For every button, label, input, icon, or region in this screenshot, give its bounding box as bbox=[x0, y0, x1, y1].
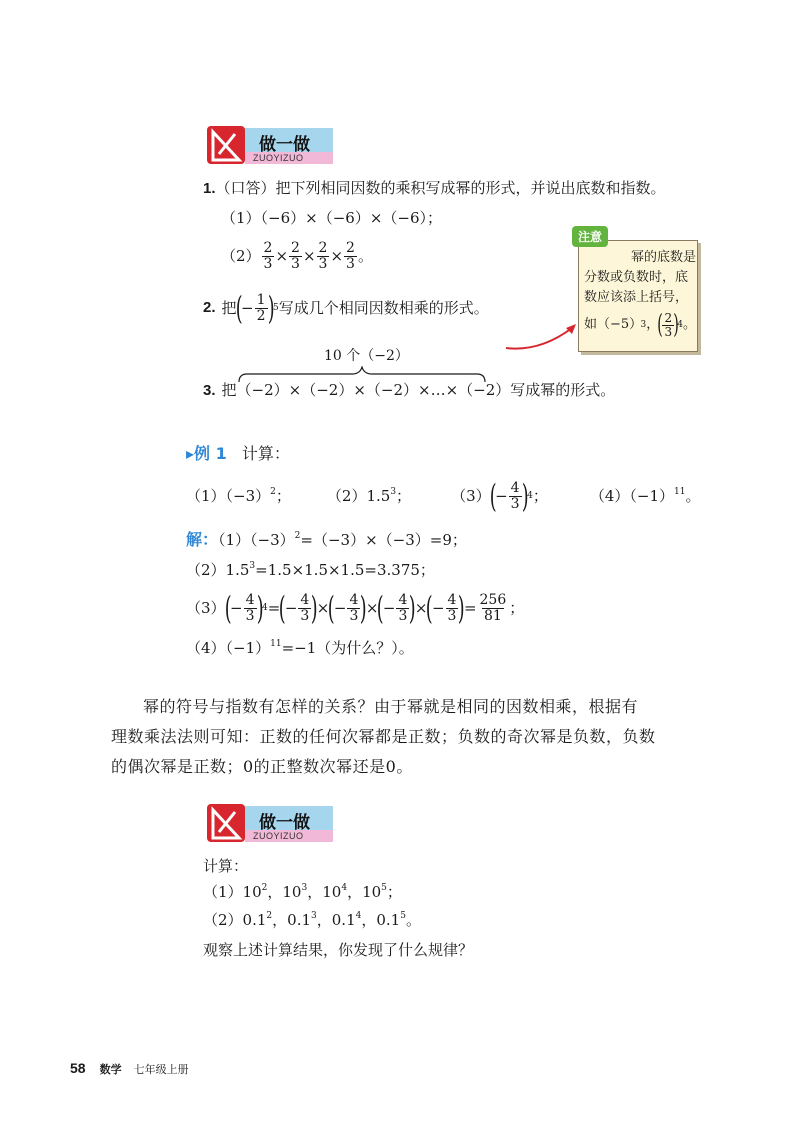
l2-prefix: （2） bbox=[203, 911, 243, 929]
sep: ， bbox=[361, 911, 377, 929]
fraction-four-thirds bbox=[509, 481, 522, 512]
left-paren: ( bbox=[426, 589, 434, 627]
frac-den: 81 bbox=[483, 607, 502, 624]
question-1-text: （口答）把下列相同因数的乘积写成幂的形式，并说出底数和指数。 bbox=[215, 179, 666, 197]
l1-exp: 2 bbox=[261, 883, 268, 893]
part-b-prefix: （2） bbox=[221, 247, 261, 265]
frac-den: 3 bbox=[398, 607, 408, 624]
left-paren: ( bbox=[657, 310, 664, 340]
question-3-prefix: 把 bbox=[221, 381, 237, 399]
frac-den: 3 bbox=[346, 255, 355, 272]
frac-num: 4 bbox=[300, 591, 310, 608]
frac-num: 2 bbox=[263, 239, 273, 256]
period: 。 bbox=[357, 247, 373, 265]
note-tag: 注意 bbox=[572, 226, 608, 247]
s1-exp: 2 bbox=[294, 531, 301, 541]
equals: = bbox=[267, 599, 281, 617]
frac-den: 3 bbox=[447, 607, 457, 624]
note-line-3: 数应该添上括号， bbox=[584, 290, 689, 305]
frac-num: 4 bbox=[510, 479, 520, 496]
question-1-part-b bbox=[221, 238, 373, 274]
example-1-problems bbox=[186, 476, 700, 516]
frac-den: 3 bbox=[664, 324, 673, 339]
right-paren: ) bbox=[673, 310, 679, 340]
note-line-2: 分数或负数时，底 bbox=[584, 270, 689, 285]
l2-exp: 3 bbox=[311, 911, 317, 921]
s3-prefix: （3） bbox=[186, 599, 226, 617]
solution-line-2 bbox=[186, 560, 435, 580]
frac-num: 2 bbox=[346, 239, 355, 256]
l1-base: 10 bbox=[242, 883, 262, 901]
times: × bbox=[316, 599, 330, 617]
left-paren: ( bbox=[279, 589, 287, 627]
frac-den: 3 bbox=[510, 495, 520, 512]
l1-exp: 3 bbox=[301, 883, 308, 893]
example-problem-1 bbox=[186, 486, 291, 506]
left-paren: ( bbox=[224, 589, 232, 627]
body-paragraph bbox=[111, 692, 711, 782]
frac-den: 3 bbox=[263, 255, 273, 272]
l1-base: 10 bbox=[362, 883, 382, 901]
s4-b: =−1（为什么？）。 bbox=[281, 639, 414, 657]
example-problem-3: （3） ( − $\frac{4}{3}$ ) 4 ； bbox=[451, 477, 548, 515]
s3-end: ； bbox=[509, 599, 525, 617]
frac-den: 3 bbox=[291, 255, 300, 272]
l2-base: 0.1 bbox=[331, 911, 356, 929]
sep: ， bbox=[307, 883, 323, 901]
equals: = bbox=[463, 599, 477, 617]
question-3-suffix: 写成幂的形式。 bbox=[510, 381, 616, 399]
footer-grade: 七年级上册 bbox=[133, 1063, 189, 1076]
section2-heading-banner bbox=[205, 800, 335, 846]
section1-heading-banner bbox=[205, 122, 335, 168]
fraction-one-half bbox=[255, 293, 268, 324]
times: × bbox=[365, 599, 379, 617]
p4-exp: 11 bbox=[673, 487, 686, 497]
l1-exp: 4 bbox=[341, 883, 348, 893]
sep: ， bbox=[267, 883, 283, 901]
paragraph-line-2: 理数乘法法则可知：正数的任何次幂都是正数；负数的奇次幂是负数，负数 bbox=[111, 727, 656, 746]
fraction-four-thirds bbox=[396, 593, 409, 624]
p3-prefix: （3） bbox=[451, 487, 491, 505]
p2-exp: 3 bbox=[390, 487, 397, 497]
fraction-result bbox=[478, 593, 509, 624]
right-paren: ) bbox=[360, 589, 368, 627]
right-paren: ) bbox=[521, 477, 529, 515]
frac-num: 1 bbox=[256, 291, 266, 308]
section1-heading-subtitle: ZUOYIZUO bbox=[253, 153, 304, 163]
fraction-four-thirds bbox=[347, 593, 360, 624]
p1-base: （1）（−3） bbox=[186, 487, 271, 505]
right-paren: ) bbox=[409, 589, 417, 627]
section2-line-3: 观察上述计算结果，你发现了什么规律？ bbox=[203, 941, 474, 959]
solution-line-3: （3） ( − $\frac{4}{3}$ ) 4 = ( − $\frac{4}{3}$ ) × ( − $\frac{4}{3}$ ) × ( − $\frac{4}{3}$ ) × ( − $\frac{4}{3}$ ) = $\frac{256}{81}$ ； bbox=[186, 589, 525, 627]
note-sep: ， bbox=[646, 317, 660, 332]
p4-end: 。 bbox=[685, 487, 701, 505]
solution-label: 解： bbox=[186, 530, 219, 549]
frac-num: 2 bbox=[664, 310, 673, 325]
section2-line-1 bbox=[203, 882, 402, 902]
p2-end: ； bbox=[396, 487, 412, 505]
left-paren: ( bbox=[235, 289, 243, 327]
note-line-4: 如（−5） 3 ， ( $\frac{2}{3}$ ) 4 。 bbox=[584, 310, 696, 340]
paragraph-line-1: 幂的符号与指数有怎样的关系？由于幂就是相同的因数相乘，根据有 bbox=[143, 697, 639, 716]
fraction-two-thirds bbox=[317, 241, 330, 272]
left-paren: ( bbox=[489, 477, 497, 515]
example-label: ▸例 1 bbox=[186, 444, 227, 463]
l1-base: 10 bbox=[282, 883, 302, 901]
frac-den: 3 bbox=[245, 607, 255, 624]
page-footer bbox=[70, 1060, 189, 1077]
frac-num: 4 bbox=[398, 591, 408, 608]
times: × bbox=[302, 247, 316, 265]
l1-base: 10 bbox=[322, 883, 342, 901]
l1-end: ； bbox=[386, 883, 402, 901]
sep: ， bbox=[347, 883, 363, 901]
question-2: 2. 把 ( − $\frac{1}{2}$ ) 5 写成几个相同因数相乘的形式。 bbox=[203, 289, 489, 327]
frac-den: 3 bbox=[349, 607, 359, 624]
example-1-heading bbox=[186, 444, 290, 464]
minus-sign: − bbox=[241, 299, 254, 317]
question-2-number: 2. bbox=[203, 299, 216, 316]
right-paren: ) bbox=[458, 589, 466, 627]
l1-prefix: （1） bbox=[203, 883, 243, 901]
l2-exp: 2 bbox=[266, 911, 273, 921]
l2-base: 0.1 bbox=[287, 911, 312, 929]
frac-num: 2 bbox=[318, 239, 328, 256]
frac-num: 4 bbox=[245, 591, 255, 608]
section2-title: 计算： bbox=[203, 857, 249, 875]
times: × bbox=[275, 247, 289, 265]
question-1-part-a: （1）（−6）×（−6）×（−6）； bbox=[221, 209, 443, 227]
l2-exp: 5 bbox=[400, 911, 406, 921]
l2-base: 0.1 bbox=[242, 911, 267, 929]
question-3-number: 3. bbox=[203, 382, 216, 399]
footer-subject: 数学 bbox=[99, 1063, 122, 1076]
section2-heading-subtitle: ZUOYIZUO bbox=[253, 831, 304, 841]
note-end: 。 bbox=[682, 317, 696, 332]
s2-b: =1.5×1.5×1.5=3.375； bbox=[255, 561, 435, 579]
frac-num: 2 bbox=[291, 239, 300, 256]
question-2-prefix: 把 bbox=[221, 299, 237, 317]
p1-exp: 2 bbox=[270, 487, 276, 497]
note-example-prefix: 如（−5） bbox=[584, 317, 643, 332]
times: × bbox=[330, 247, 344, 265]
example-problem-4 bbox=[590, 486, 701, 506]
question-1 bbox=[203, 178, 666, 199]
s1-b: =（−3）×（−3）=9； bbox=[300, 531, 467, 549]
right-paren: ) bbox=[256, 589, 264, 627]
question-1-number: 1. bbox=[203, 180, 216, 197]
s4-exp: 11 bbox=[270, 639, 282, 649]
left-paren: ( bbox=[328, 589, 336, 627]
triangle-ruler-icon bbox=[205, 122, 249, 166]
fraction-four-thirds bbox=[244, 593, 257, 624]
red-arrow-icon bbox=[500, 318, 580, 358]
sep: ， bbox=[316, 911, 332, 929]
question-2-suffix: 写成几个相同因数相乘的形式。 bbox=[278, 299, 489, 317]
example-problem-2 bbox=[327, 486, 411, 506]
l2-end: 。 bbox=[405, 911, 421, 929]
s4-a: （4）（−1） bbox=[186, 639, 271, 657]
times: × bbox=[414, 599, 428, 617]
example-title: 计算： bbox=[241, 444, 290, 463]
l1-exp: 5 bbox=[381, 883, 387, 893]
solution-line-1 bbox=[186, 530, 467, 550]
p3-end: ； bbox=[532, 487, 548, 505]
l2-exp: 4 bbox=[355, 911, 362, 921]
note-text bbox=[584, 248, 696, 342]
section2-line-2 bbox=[203, 910, 421, 930]
sep: ， bbox=[272, 911, 288, 929]
question-3 bbox=[203, 380, 615, 401]
note-line-1: 幂的底数是 bbox=[630, 250, 696, 265]
paragraph-line-3: 的偶次幂是正数；0的正整数次幂还是0。 bbox=[111, 757, 413, 776]
frac-den: 3 bbox=[318, 255, 328, 272]
frac-num: 4 bbox=[447, 591, 457, 608]
fraction-two-thirds bbox=[289, 241, 302, 272]
fraction-two-thirds bbox=[344, 241, 357, 272]
fraction-four-thirds bbox=[446, 593, 459, 624]
left-paren: ( bbox=[377, 589, 385, 627]
frac-den: 2 bbox=[256, 307, 266, 324]
fraction-four-thirds bbox=[298, 593, 311, 624]
p4-base: （4）（−1） bbox=[589, 487, 674, 505]
l2-base: 0.1 bbox=[376, 911, 401, 929]
frac-num: 256 bbox=[479, 591, 507, 608]
right-paren: ) bbox=[311, 589, 318, 627]
section1-heading-title: 做一做 bbox=[259, 135, 310, 155]
right-paren: ) bbox=[267, 289, 275, 327]
p2-base: （2）1.5 bbox=[326, 487, 391, 505]
fraction-two-thirds bbox=[262, 241, 275, 272]
frac-num: 4 bbox=[349, 591, 359, 608]
page-number: 58 bbox=[70, 1060, 86, 1076]
frac-den: 3 bbox=[300, 607, 310, 624]
section2-heading-title: 做一做 bbox=[259, 813, 310, 833]
triangle-ruler-icon bbox=[205, 800, 249, 844]
solution-line-4 bbox=[186, 638, 414, 658]
s2-a: （2）1.5 bbox=[186, 561, 250, 579]
brace-label: 10 个（−2） bbox=[324, 348, 409, 364]
p1-end: ； bbox=[275, 487, 291, 505]
question-3-expression: （−2）×（−2）×（−2）×…×（−2） bbox=[236, 381, 511, 399]
s2-exp: 3 bbox=[249, 561, 256, 571]
s1-a: （1）（−3） bbox=[218, 531, 295, 549]
